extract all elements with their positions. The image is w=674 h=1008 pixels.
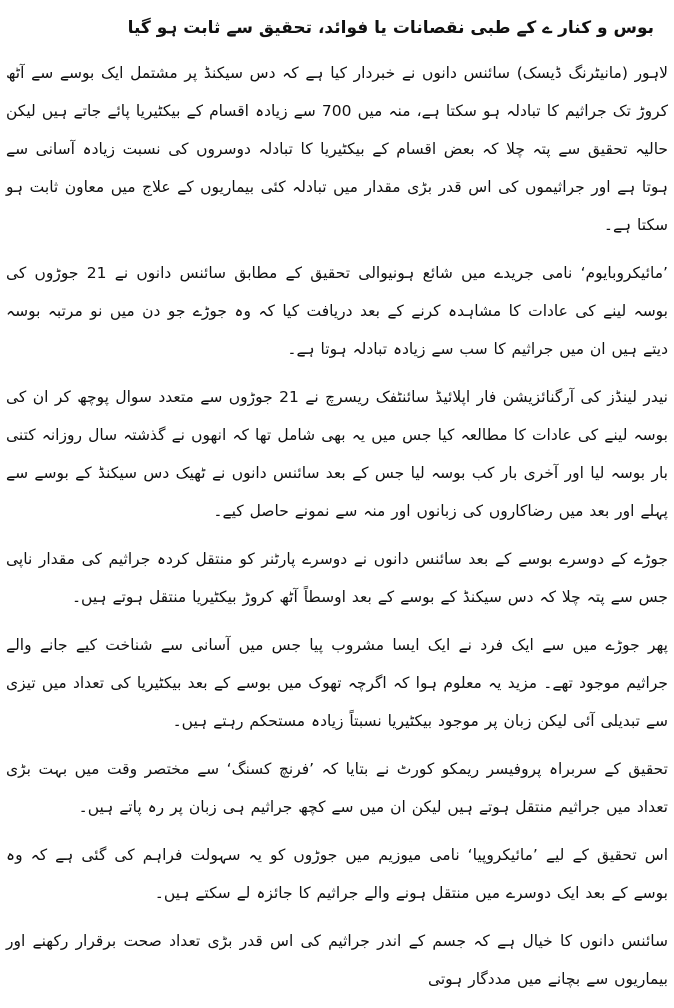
- article: [6, 8, 668, 1008]
- article-paragraph: سائنس دانوں کا خیال ہے کہ جسم کے اندر جراثیم کی اس قدر بڑی تعداد صحت برقرار رکھنے اور بیماریوں سے بچانے میں مددگار ہوتی: [6, 932, 668, 988]
- article-paragraph: لاہور (مانیٹرنگ ڈیسک) سائنس دانوں نے خبردار کیا ہے کہ دس سیکنڈ پر مشتمل ایک بوسے سے آٹھ کروڑ تک جراثیم کا تبادلہ ہو سکتا ہے، منہ میں 700 سے زیادہ اقسام کے بیکٹیریا پائے جاتے ہیں لیکن حالیہ تحقیق سے پتہ چلا کہ بعض اقسام کے بیکٹیریا کا تبادلہ دوسروں کی نسبت زیادہ آسانی سے ہوتا ہے اور جراثیموں کی اس قدر بڑی مقدار میں تبادلہ کئی بیماریوں کے علاج میں معاون ثابت ہو سکتا ہے۔: [6, 64, 669, 234]
- article-paragraph: نیدر لینڈز کی آرگنائزیشن فار اپلائیڈ سائنٹفک ریسرچ نے 21 جوڑوں سے متعدد سوال پوچھ کر ان کی بوسہ لینے کی عادات کا مطالعہ کیا جس میں یہ بھی شامل تھا کہ انھوں نے گذشتہ سال روزانہ کتنی بار بوسہ لیا اور آخری بار کب بوسہ لیا جس کے بعد سائنس دانوں نے ٹھیک دس سیکنڈ کے بوسے سے پہلے اور بعد میں رضاکاروں کی زبانوں اور منہ سے نمونے حاصل کیے۔: [6, 388, 668, 520]
- article-paragraph: ’مائیکروبایوم‘ نامی جریدے میں شائع ہونیوالی تحقیق کے مطابق سائنس دانوں نے 21 جوڑوں کی بوسہ لینے کی عادات کا مشاہدہ کرنے کے بعد دریافت کیا کہ وہ جوڑے جو دن میں نو مرتبہ بوسہ دیتے ہیں ان میں جراثیم کا سب سے زیادہ تبادلہ ہوتا ہے۔: [6, 264, 668, 358]
- article-paragraph: پھر جوڑے میں سے ایک فرد نے ایک ایسا مشروب پیا جس میں آسانی سے شناخت کیے جانے والے جراثیم موجود تھے۔ مزید یہ معلوم ہوا کہ اگرچہ تھوک میں بوسے کے بعد بیکٹیریا کی تعداد میں تیزی سے تبدیلی آئی لیکن زبان پر موجود بیکٹیریا نسبتاً زیادہ مستحکم رہتے ہیں۔: [6, 636, 668, 730]
- article-paragraph: اس تحقیق کے لیے ’مائیکروپیا‘ نامی میوزیم میں جوڑوں کو یہ سہولت فراہم کی گئی ہے کہ وہ بوسے کے بعد ایک دوسرے میں منتقل ہونے والے جراثیم کا جائزہ لے سکتے ہیں۔: [6, 846, 668, 902]
- article-paragraph: تحقیق کے سربراہ پروفیسر ریمکو کورٹ نے بتایا کہ ’فرنچ کسنگ‘ سے مختصر وقت میں بہت بڑی تعداد میں جراثیم منتقل ہوتے ہیں لیکن ان میں سے کچھ جراثیم ہی زبان پر رہ پاتے ہیں۔: [6, 760, 668, 816]
- article-paragraph: جوڑے کے دوسرے بوسے کے بعد سائنس دانوں نے دوسرے پارٹنر کو منتقل کردہ جراثیم کی مقدار ناپی جس سے پتہ چلا کہ دس سیکنڈ کے بوسے کے بعد اوسطاً آٹھ کروڑ بیکٹیریا منتقل ہوتے ہیں۔: [6, 550, 668, 606]
- article-headline: بوس و کنار ے کے طبی نقصانات یا فوائد، تحقیق سے ثابت ہو گیا: [127, 18, 654, 38]
